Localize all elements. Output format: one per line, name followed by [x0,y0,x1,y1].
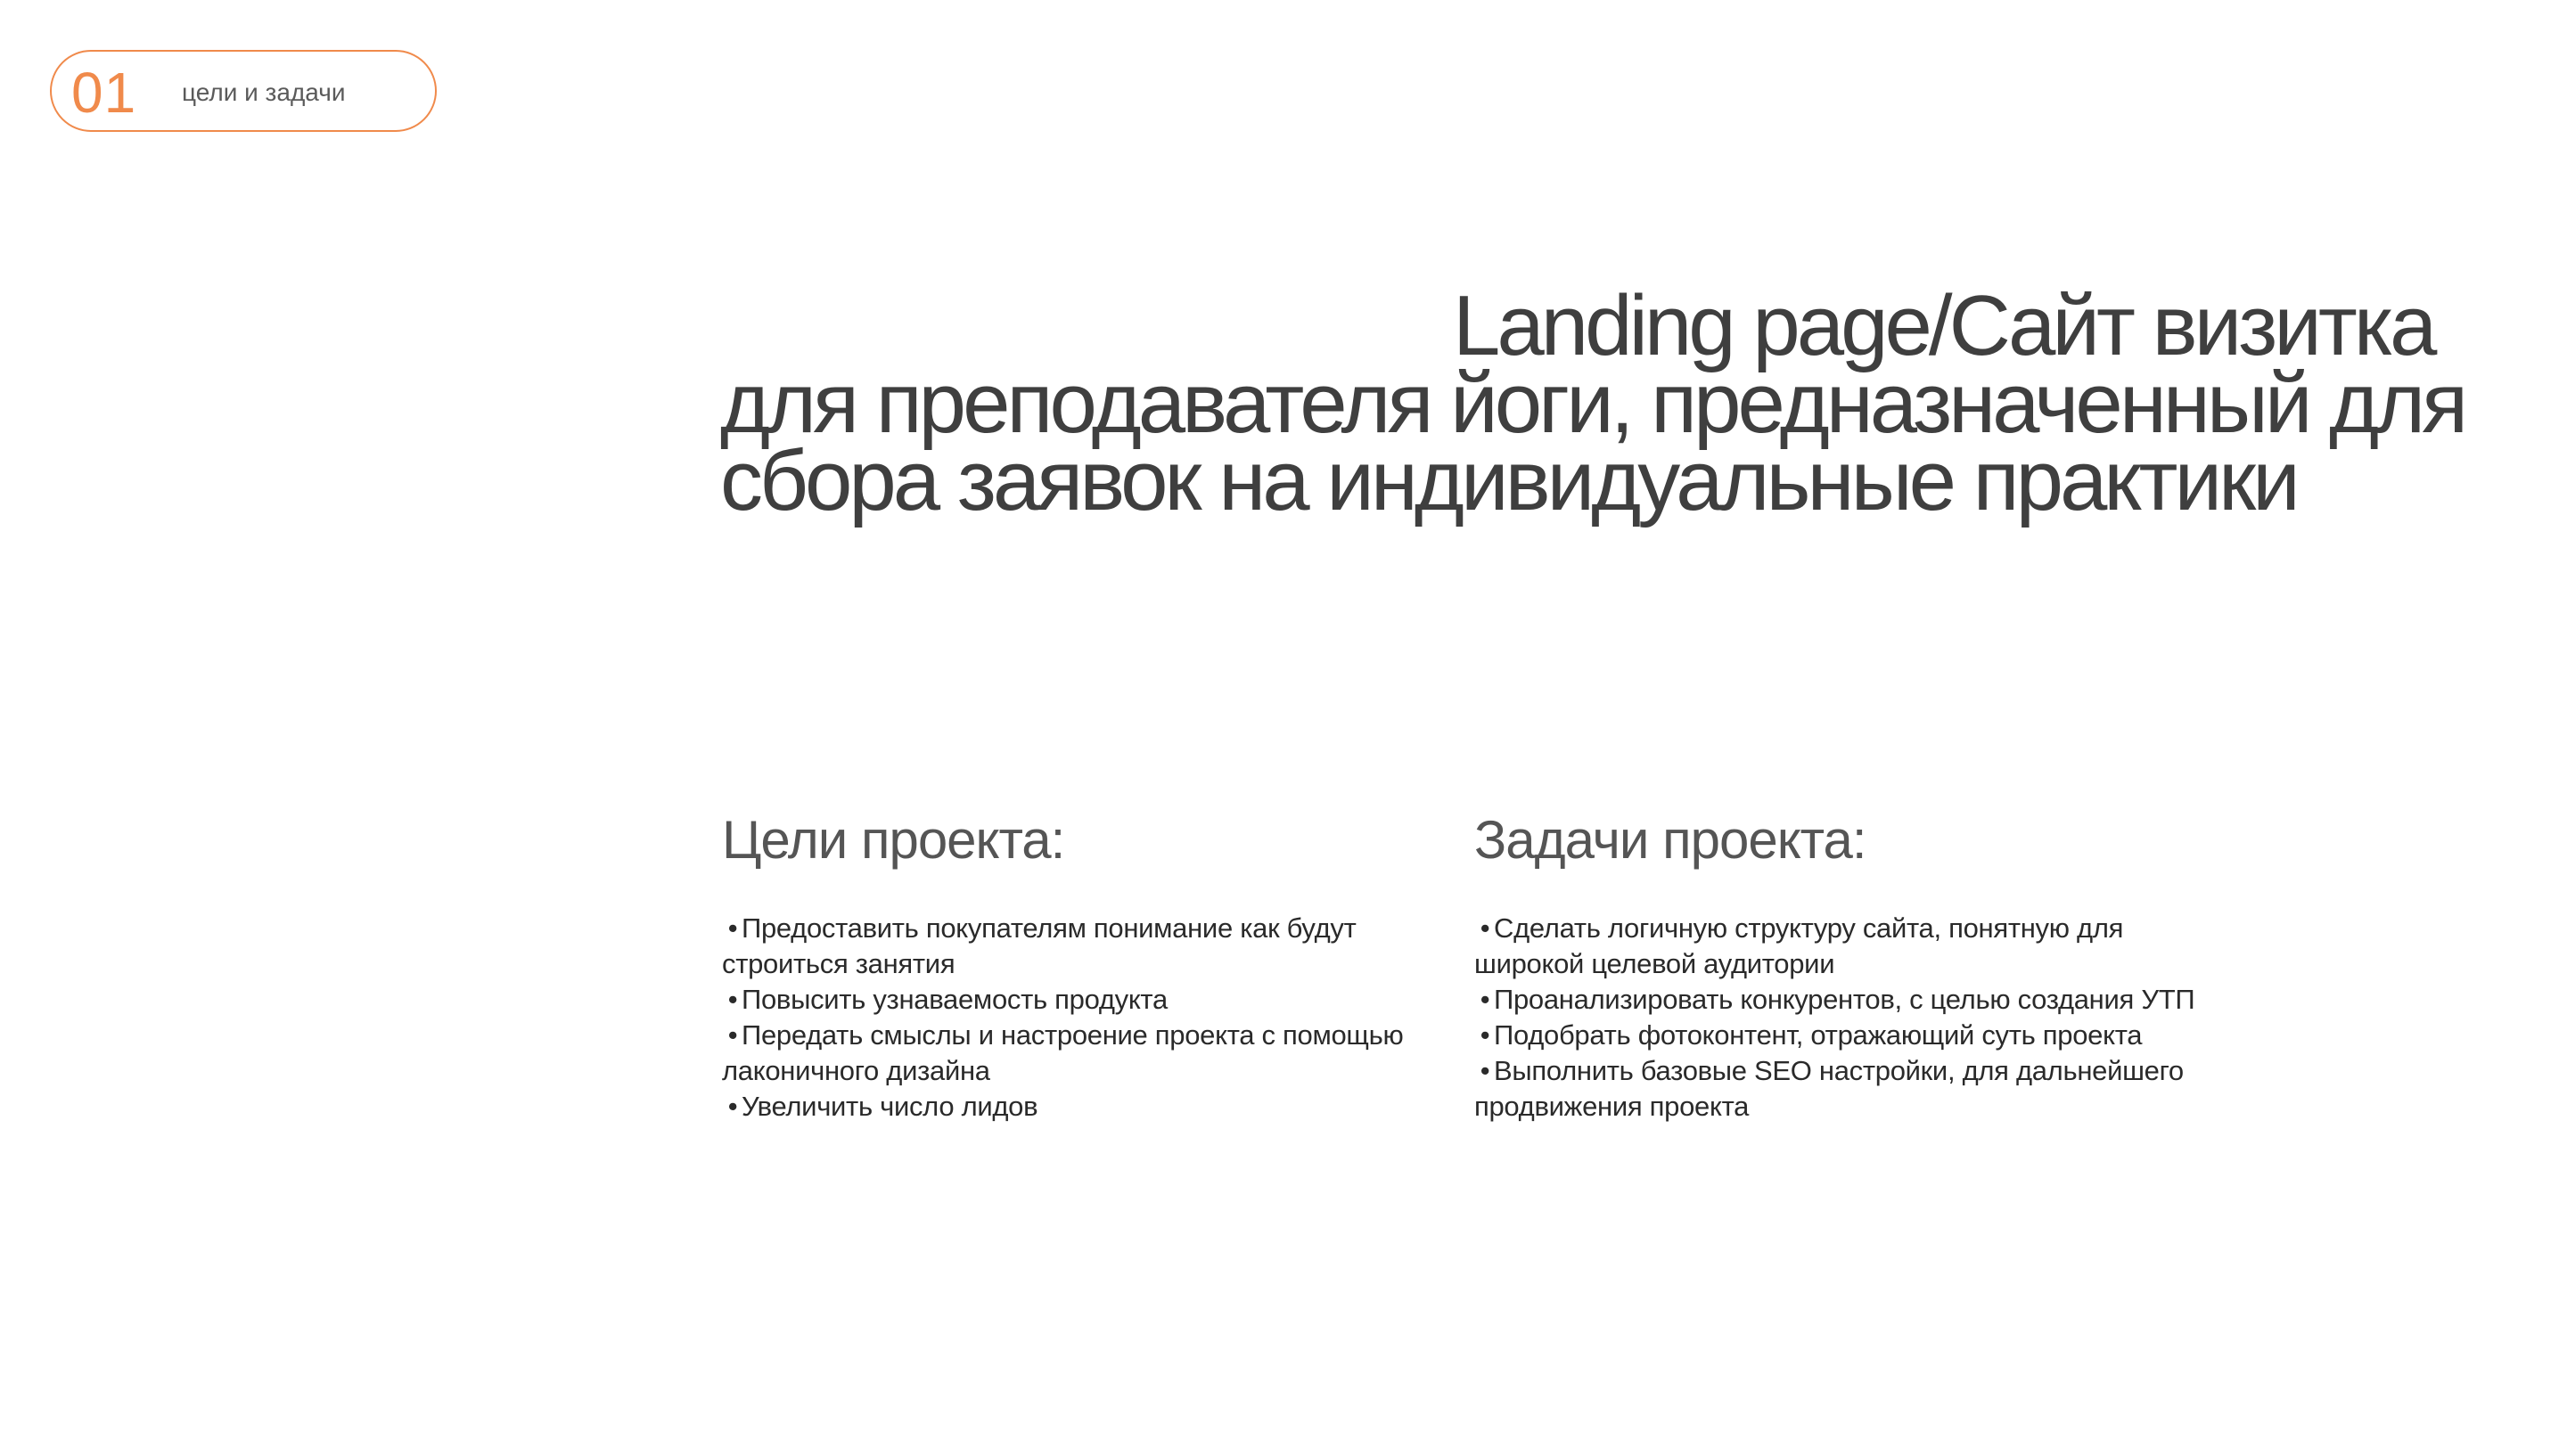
goals-column [722,809,1435,1125]
bullet-icon: • [1480,1055,1490,1086]
task-item [1474,982,2205,1018]
bullet-icon: • [1480,984,1490,1015]
goal-item [722,982,1435,1018]
tasks-list [1474,911,2205,1125]
goals-list [722,911,1435,1125]
task-item [1474,1018,2205,1053]
task-item-text: Подобрать фотоконтент, отражающий суть проекта [1494,1019,2143,1051]
section-badge [50,50,437,132]
task-item-text: Сделать логичную структуру сайта, понятную для широкой целевой аудитории [1474,912,2124,979]
tasks-heading: Задачи проекта: [1474,810,1866,870]
task-item [1474,911,2205,982]
task-item-text: Проанализировать конкурентов, с целью создания УТП [1494,984,2195,1015]
goal-item-text: Повысить узнаваемость продукта [742,984,1168,1015]
bullet-icon: • [727,912,738,944]
goal-item-text: Увеличить число лидов [742,1091,1038,1122]
task-item-text: Выполнить базовые SEO настройки, для дальнейшего продвижения проекта [1474,1055,2184,1122]
section-label: цели и задачи [182,78,346,106]
bullet-icon: • [727,1091,738,1122]
bullet-icon: • [727,984,738,1015]
bullet-icon: • [727,1019,738,1051]
task-item [1474,1053,2205,1125]
goal-item [722,911,1435,982]
bullet-icon: • [1480,1019,1490,1051]
goal-item-text: Передать смыслы и настроение проекта с помощью лаконичного дизайна [722,1019,1404,1086]
goal-item-text: Предоставить покупателям понимание как будут строиться занятия [722,912,1357,979]
section-number: 01 [71,61,137,125]
bullet-icon: • [1480,912,1490,944]
tasks-column [1474,809,2205,1125]
goal-item [722,1018,1435,1089]
page-headline: Landing page/Сайт визитка для преподавателя йоги, предназначенный для сбора заявок на индивидуальные практики [720,278,2465,528]
goal-item [722,1089,1435,1125]
goals-heading: Цели проекта: [722,810,1065,870]
